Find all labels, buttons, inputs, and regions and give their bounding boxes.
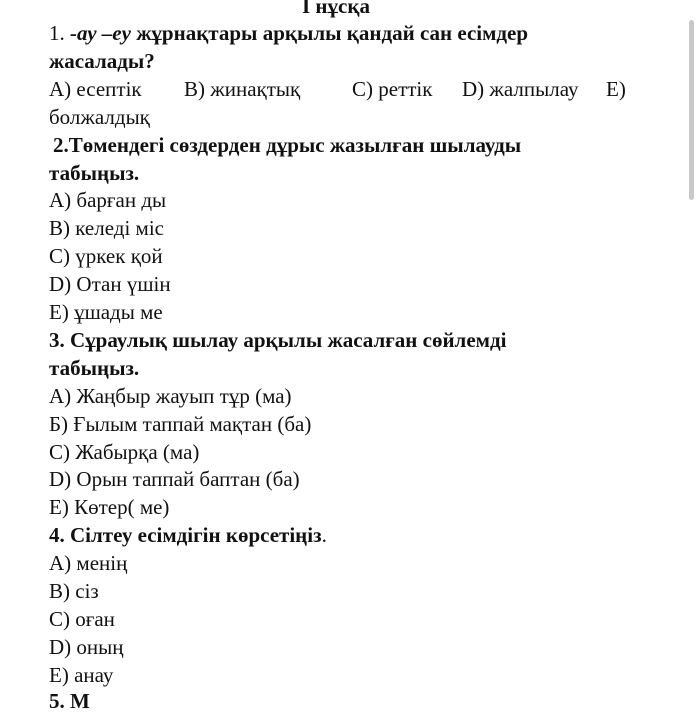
option-e-cont: болжалдық — [49, 105, 150, 129]
question-4-title — [49, 521, 327, 549]
question-1-text-cont: жасалады? — [49, 49, 155, 73]
option-e: E) — [606, 77, 626, 101]
question-3-title: 3. Сұраулық шылау арқылы жасалған сөйлемді — [49, 328, 507, 352]
question-2-option-b: B) келеді міс — [49, 216, 164, 240]
question-1-number: 1. — [49, 21, 65, 45]
option-d: D) жалпылау — [462, 77, 579, 101]
question-1-text: жұрнақтары арқылы қандай сан есімдер — [136, 21, 529, 45]
question-2-title: 2.Төмендегі сөздерден дұрыс жазылған шылауды — [53, 133, 522, 157]
question-2-option-e: E) ұшады ме — [49, 300, 163, 324]
option-b: B) жинақтық — [184, 77, 301, 101]
question-3-option-c: C) Жабырқа (ма) — [49, 440, 200, 464]
question-2-option-a: A) барған ды — [49, 188, 167, 212]
question-4-text: 4. Сілтеу есімдігін көрсетіңіз — [49, 523, 322, 547]
question-2-option-c: C) үркек қой — [49, 244, 163, 268]
question-3-option-a: A) Жаңбыр жауып тұр (ма) — [49, 384, 292, 408]
question-4-option-a: A) менің — [49, 551, 128, 575]
question-4-period: . — [321, 523, 327, 547]
question-1-title — [49, 19, 528, 47]
question-4-option-b: B) сіз — [49, 579, 99, 603]
question-2-title-cont: табыңыз. — [49, 161, 140, 185]
question-3-option-e: E) Көтер( ме) — [49, 495, 170, 519]
variant-header: I нұсқа — [302, 0, 370, 18]
question-2-option-d: D) Отан үшін — [49, 272, 171, 296]
question-5-partial: 5. М — [49, 689, 90, 713]
question-3-option-d: D) Орын таппай баптан (ба) — [49, 467, 300, 491]
question-4-option-d: D) оның — [49, 635, 124, 659]
question-1-suffix: -ау –еу — [70, 21, 131, 45]
question-3-title-cont: табыңыз. — [49, 356, 140, 380]
option-a: A) есептік — [49, 77, 142, 101]
question-4-option-e: E) анау — [49, 663, 114, 687]
vertical-scrollbar[interactable] — [689, 20, 694, 200]
question-3-option-b: Б) Ғылым таппай мақтан (ба) — [49, 412, 312, 436]
option-c: C) реттік — [352, 77, 433, 101]
question-4-option-c: C) оған — [49, 607, 115, 631]
